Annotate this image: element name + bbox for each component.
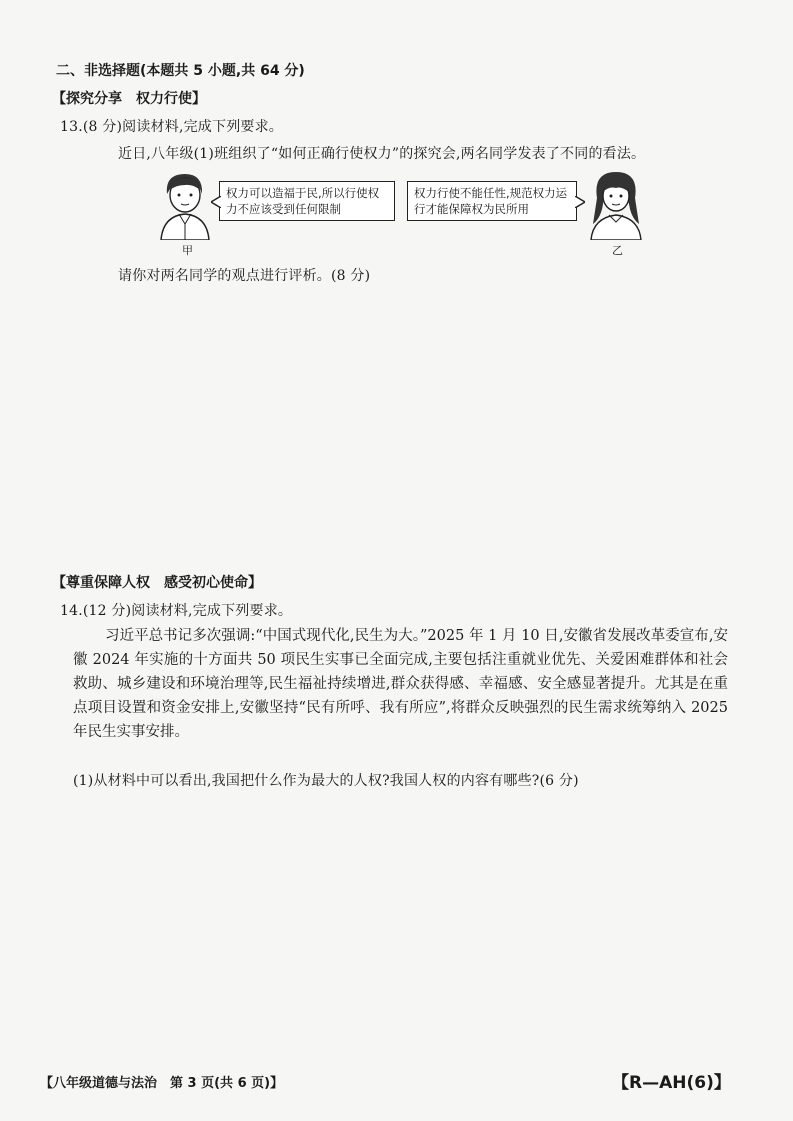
student-a-speech-bubble: [219, 181, 395, 221]
page-footer-left: 【八年级道德与法治 第 3 页(共 6 页)】: [40, 1076, 284, 1091]
q13-section-title: 【探究分享 权力行使】: [52, 91, 206, 107]
q14-subquestion-1: (1)从材料中可以看出,我国把什么作为最大的人权?我国人权的内容有哪些?(6 分): [73, 773, 579, 789]
q13-intro: 近日,八年级(1)班组织了“如何正确行使权力”的探究会,两名同学发表了不同的看法。: [118, 146, 646, 162]
section-heading: 二、非选择题(本题共 5 小题,共 64 分): [56, 63, 305, 79]
student-b-speech: 权力行使不能任性,规范权力运行才能保障权为民所用: [414, 186, 568, 216]
bubble-a-tail: [211, 196, 221, 208]
student-a-speech: 权力可以造福于民,所以行使权力不应该受到任何限制: [226, 186, 380, 216]
student-a-figure: [155, 168, 215, 240]
q14-number-line: 14.(12 分)阅读材料,完成下列要求。: [60, 603, 293, 619]
q14-material-paragraph: 习近平总书记多次强调:“中国式现代化,民生为大。”2025 年 1 月 10 日,安徽省发展改革委宣布,安徽 2024 年实施的十方面共 50 项民生实事已全面完成,主要包括注重就业优先、关爱困难群体和社会救助、城乡建设和环境治理等,民生福祉持续增进,群众获得感、幸福感、安全感显著提升。尤其是在重点项目设置和资金安排上,安徽坚持“民有所呼、我有所应”,将群众反映强烈的民生需求统筹纳入 2025 年民生实事安排。: [73, 628, 728, 740]
paper-code: 【R—AH(6)】: [612, 1073, 731, 1093]
q13-illustration: [155, 168, 655, 258]
student-a-label: 甲: [182, 244, 193, 257]
student-b-figure: [583, 168, 649, 240]
q13-number-line: 13.(8 分)阅读材料,完成下列要求。: [60, 119, 283, 135]
student-b-speech-bubble: [407, 181, 577, 221]
q14-section-title: 【尊重保障人权 感受初心使命】: [52, 575, 262, 591]
q13-task: 请你对两名同学的观点进行评析。(8 分): [118, 268, 371, 284]
student-b-label: 乙: [612, 244, 623, 257]
